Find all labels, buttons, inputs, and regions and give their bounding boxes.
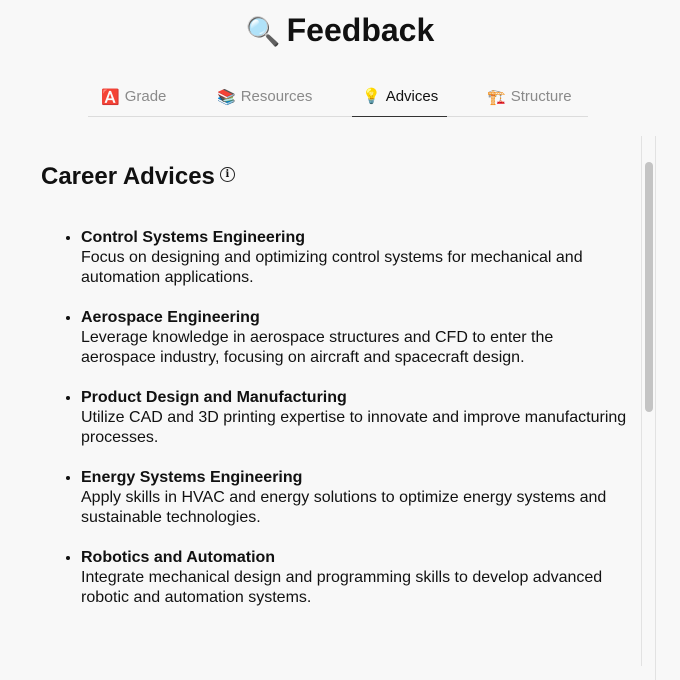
advice-title: • Product Design and Manufacturing [81,389,347,406]
info-icon[interactable]: i [220,167,235,182]
section-heading-text: Career Advices [41,163,215,190]
advice-title: • Control Systems Engineering [81,229,306,246]
page-title [0,8,680,54]
list-item [81,228,631,288]
lightbulb-icon: 💡 [362,88,381,105]
advice-title: • Energy Systems Engineering [81,469,303,486]
magnifier-icon: 🔍 [245,16,281,47]
scrollbar[interactable] [645,162,653,412]
advice-description: Utilize CAD and 3D printing expertise to innovate and improve manufacturing processes. [81,409,627,446]
tab-advices[interactable] [352,76,447,117]
section-heading [41,162,235,192]
books-icon: 📚 [217,88,236,106]
list-item [81,548,631,608]
advice-title: • Robotics and Automation [81,549,276,566]
tab-bar [88,76,588,117]
grade-icon: 🅰️ [101,88,120,106]
scrollbar-thumb[interactable] [645,162,653,412]
tab-advices-label: Advices [385,87,439,105]
advice-title: • Aerospace Engineering [81,309,260,326]
list-item [81,308,631,368]
list-item [81,388,631,448]
tab-structure-label: Structure [510,88,572,105]
tab-resources-label: Resources [240,88,313,105]
tab-structure[interactable] [487,76,572,117]
tab-grade-label: Grade [124,88,167,105]
advice-description: Leverage knowledge in aerospace structures and CFD to enter the aerospace industry, focusing on aircraft and spacecraft design. [81,329,554,366]
tab-resources[interactable] [217,76,312,117]
construction-icon: 🏗️ [487,88,506,106]
advice-description: Integrate mechanical design and programming skills to develop advanced robotic and automation systems. [81,569,603,606]
tab-grade[interactable] [101,76,166,117]
advice-description: Focus on designing and optimizing control systems for mechanical and automation applications. [81,249,583,286]
list-item [81,468,631,528]
panel-divider [641,136,642,666]
page-title-text: Feedback [286,12,435,48]
advice-list [41,228,631,628]
advice-description: Apply skills in HVAC and energy solutions to optimize energy systems and sustainable technologies. [81,489,607,526]
